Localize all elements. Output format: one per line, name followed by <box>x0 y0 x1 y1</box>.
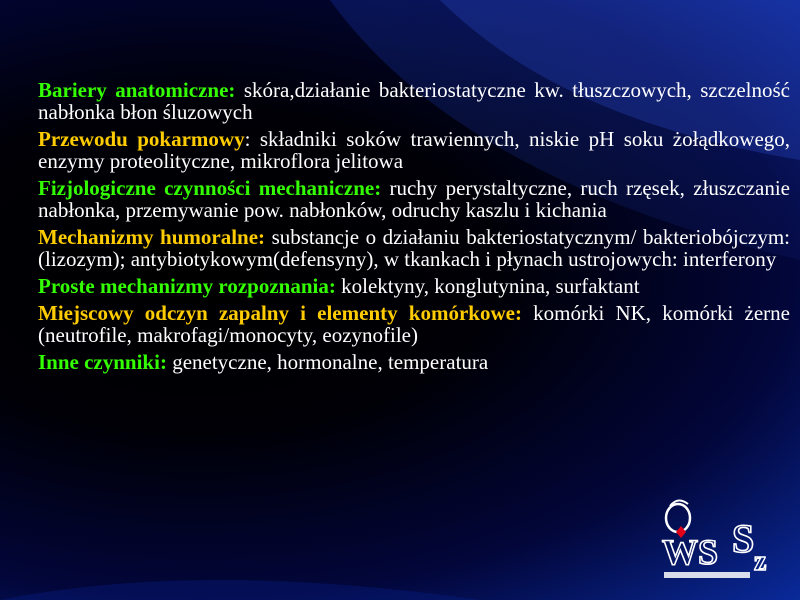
paragraph-label: Mechanizmy humoralne: <box>38 225 266 249</box>
paragraph-inne-czynniki <box>38 351 790 373</box>
paragraph-text: komórki NK, komórki żerne (neutrofile, makrofagi/monocyty, eozynofile) <box>38 301 790 347</box>
paragraph-text: : składniki soków trawiennych, niskie pH soku żołądkowego, enzymy proteolityczne, mikroflora jelitowa <box>38 127 791 173</box>
paragraph-proste-mechanizmy <box>38 275 790 297</box>
paragraph-fizjologiczne-czynnosci <box>38 177 790 221</box>
paragraph-miejscowy-odczyn <box>38 302 790 346</box>
bullet-list <box>38 79 790 378</box>
paragraph-label: Fizjologiczne czynności mechaniczne: <box>38 176 382 200</box>
paragraph-text: substancje o działaniu bakteriostatycznym/ bakteriobójczym: (lizozym); antybiotykowym(defensyny), w tkankach i płynach ustrojowych: interferony <box>38 225 790 271</box>
paragraph-mechanizmy-humoralne <box>38 226 790 270</box>
paragraph-przewodu-pokarmowy <box>38 128 790 172</box>
paragraph-label: Bariery anatomiczne: <box>38 78 236 102</box>
paragraph-text: ruchy perystaltyczne, ruch rzęsek, złuszczanie nabłonka, przemywanie pow. nabłonków, odruchy kaszlu i kichania <box>38 176 791 222</box>
paragraph-label: Proste mechanizmy rozpoznania: <box>38 274 336 298</box>
paragraph-text: genetyczne, hormonalne, temperatura <box>166 350 489 374</box>
paragraph-label: Miejscowy odczyn zapalny i elementy komórkowe: <box>38 301 522 325</box>
paragraph-bariery-anatomiczne <box>38 79 790 123</box>
wssz-logo-icon <box>650 488 780 583</box>
svg-text:WS: WS <box>662 532 719 572</box>
paragraph-label: Przewodu pokarmowy <box>38 127 245 151</box>
paragraph-text: skóra,działanie bakteriostatyczne kw. tłuszczowych, szczelność nabłonka błon śluzowych <box>38 78 790 124</box>
svg-text:S: S <box>732 516 755 561</box>
paragraph-text: kolektyny, konglutynina, surfaktant <box>335 274 640 298</box>
svg-text:z: z <box>754 546 767 577</box>
paragraph-label: Inne czynniki: <box>38 350 167 374</box>
